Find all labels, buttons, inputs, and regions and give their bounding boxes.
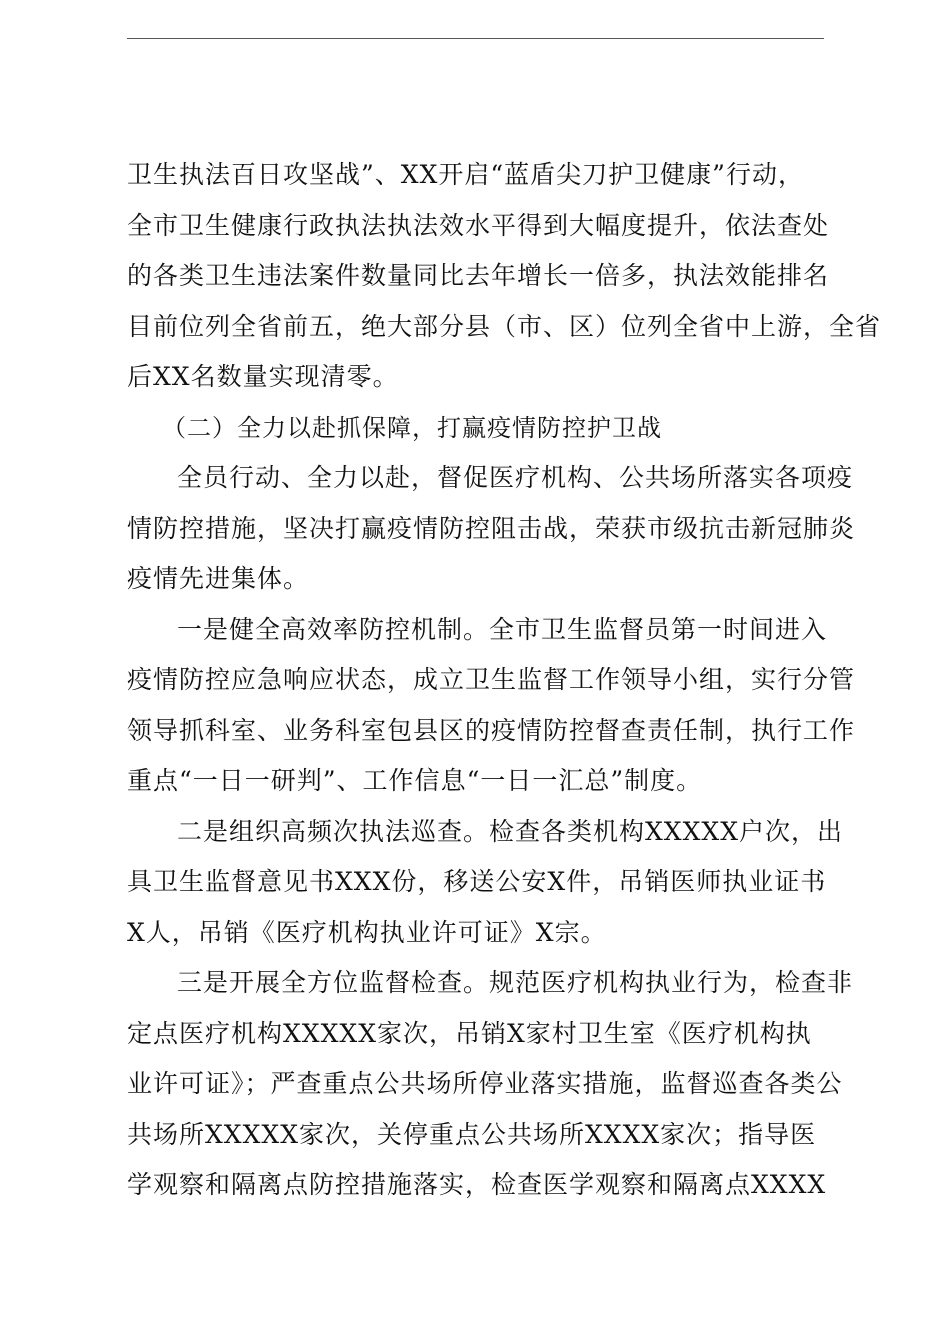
paragraph-point-three xyxy=(127,958,854,1211)
text-line: X人，吊销《医疗机构执业许可证》X宗。 xyxy=(127,917,607,947)
text-line: 共场所XXXXX家次，关停重点公共场所XXXX家次；指导医 xyxy=(127,1119,817,1149)
text-line: 疫情先进集体。 xyxy=(127,564,310,593)
paragraph-enforcement-results xyxy=(127,150,882,403)
text-line: 三是开展全方位监督检查。规范医疗机构执业行为，检查非 xyxy=(177,968,854,997)
text-line: 后XX名数量实现清零。 xyxy=(127,362,399,391)
text-line: 全市卫生健康行政执法执法效水平得到大幅度提升，依法查处 xyxy=(127,210,830,240)
text-line: 的各类卫生违法案件数量同比去年增长一倍多，执法效能排名 xyxy=(127,261,830,290)
text-line: 二是组织高频次执法巡查。检查各类机构XXXXX户次，出 xyxy=(177,816,843,846)
text-line: 疫情防控应急响应状态，成立卫生监督工作领导小组，实行分管 xyxy=(127,665,856,694)
text-line: 具卫生监督意见书XXX份，移送公安X件，吊销医师执业证书 xyxy=(127,867,827,896)
text-line: 业许可证》；严查重点公共场所停业落实措施，监督巡查各类公 xyxy=(127,1069,843,1098)
paragraph-point-two xyxy=(127,807,843,959)
document-body xyxy=(127,150,882,1211)
text-line: 学观察和隔离点防控措施落实，检查医学观察和隔离点XXXX xyxy=(127,1170,827,1199)
text-line: 领导抓科室、业务科室包县区的疫情防控督查责任制，执行工作 xyxy=(127,715,856,745)
text-line: 一是健全高效率防控机制。全市卫生监督员第一时间进入 xyxy=(177,614,828,644)
page-header-rule xyxy=(127,38,824,39)
text-line: 定点医疗机构XXXXX家次，吊销X家村卫生室《医疗机构执 xyxy=(127,1018,812,1048)
text-line: 目前位列全省前五，绝大部分县（市、区）位列全省中上游，全省 xyxy=(127,311,882,341)
paragraph-intro xyxy=(127,453,856,605)
section-heading: （二）全力以赴抓保障，打赢疫情防控护卫战 xyxy=(162,413,662,442)
text-line: 全员行动、全力以赴，督促医疗机构、公共场所落实各项疫 xyxy=(177,463,854,492)
text-line: 情防控措施，坚决打赢疫情防控阻击战，荣获市级抗击新冠肺炎 xyxy=(127,513,856,543)
text-line: 重点“一日一研判”、工作信息“一日一汇总”制度。 xyxy=(127,766,703,795)
paragraph-point-one xyxy=(127,605,856,807)
text-line: 卫生执法百日攻坚战”、XX开启“蓝盾尖刀护卫健康”行动， xyxy=(127,160,804,189)
